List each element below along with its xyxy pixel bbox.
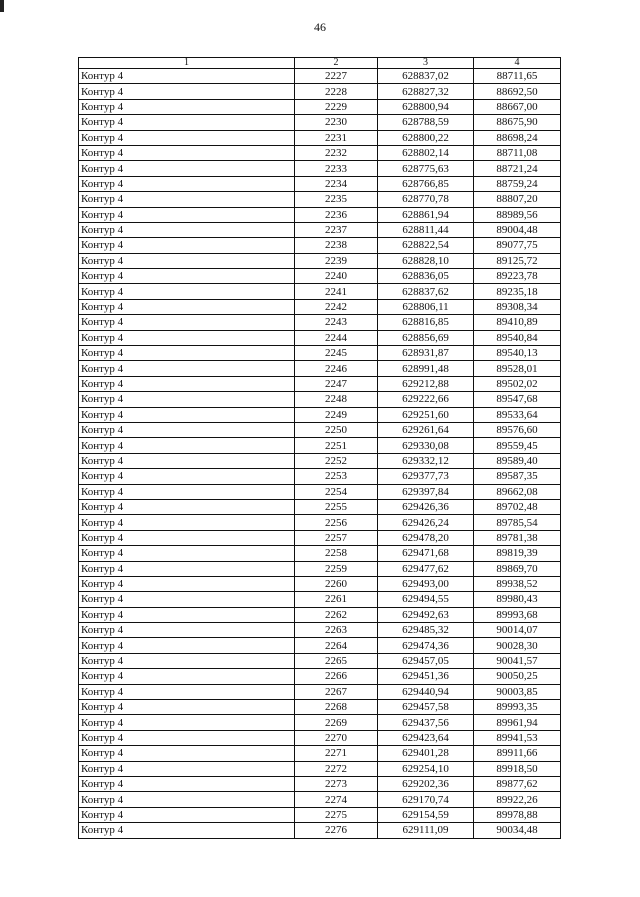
contour-name-cell: Контур 4 xyxy=(79,115,295,130)
contour-name-cell: Контур 4 xyxy=(79,192,295,207)
table-row xyxy=(79,299,561,314)
y-coordinate-cell: 89918,50 xyxy=(474,761,561,776)
table-row xyxy=(79,546,561,561)
contour-name-cell: Контур 4 xyxy=(79,422,295,437)
table-row xyxy=(79,499,561,514)
x-coordinate-cell: 628788,59 xyxy=(378,115,474,130)
point-number-cell: 2237 xyxy=(295,222,378,237)
table-row xyxy=(79,422,561,437)
x-coordinate-cell: 628775,63 xyxy=(378,161,474,176)
contour-name-cell: Контур 4 xyxy=(79,376,295,391)
contour-name-cell: Контур 4 xyxy=(79,515,295,530)
x-coordinate-cell: 628770,78 xyxy=(378,192,474,207)
x-coordinate-cell: 629471,68 xyxy=(378,546,474,561)
x-coordinate-cell: 629474,36 xyxy=(378,638,474,653)
y-coordinate-cell: 88667,00 xyxy=(474,99,561,114)
table-row xyxy=(79,469,561,484)
point-number-cell: 2250 xyxy=(295,422,378,437)
table-row xyxy=(79,776,561,791)
table-row xyxy=(79,792,561,807)
x-coordinate-cell: 629457,05 xyxy=(378,653,474,668)
y-coordinate-cell: 89589,40 xyxy=(474,453,561,468)
x-coordinate-cell: 629254,10 xyxy=(378,761,474,776)
table-row xyxy=(79,669,561,684)
point-number-cell: 2263 xyxy=(295,623,378,638)
contour-name-cell: Контур 4 xyxy=(79,530,295,545)
point-number-cell: 2271 xyxy=(295,746,378,761)
x-coordinate-cell: 629377,73 xyxy=(378,469,474,484)
point-number-cell: 2246 xyxy=(295,361,378,376)
x-coordinate-cell: 628828,10 xyxy=(378,253,474,268)
table-row xyxy=(79,115,561,130)
y-coordinate-cell: 89528,01 xyxy=(474,361,561,376)
contour-name-cell: Контур 4 xyxy=(79,238,295,253)
x-coordinate-cell: 629332,12 xyxy=(378,453,474,468)
contour-name-cell: Контур 4 xyxy=(79,176,295,191)
column-header-4: 4 xyxy=(474,58,561,69)
point-number-cell: 2256 xyxy=(295,515,378,530)
table-row xyxy=(79,315,561,330)
point-number-cell: 2251 xyxy=(295,438,378,453)
table-row xyxy=(79,453,561,468)
table-row xyxy=(79,330,561,345)
x-coordinate-cell: 628856,69 xyxy=(378,330,474,345)
table-row xyxy=(79,207,561,222)
y-coordinate-cell: 89961,94 xyxy=(474,715,561,730)
table-row xyxy=(79,438,561,453)
point-number-cell: 2230 xyxy=(295,115,378,130)
contour-name-cell: Контур 4 xyxy=(79,269,295,284)
table-row xyxy=(79,238,561,253)
point-number-cell: 2268 xyxy=(295,700,378,715)
table-row xyxy=(79,161,561,176)
y-coordinate-cell: 89662,08 xyxy=(474,484,561,499)
x-coordinate-cell: 628800,22 xyxy=(378,130,474,145)
point-number-cell: 2249 xyxy=(295,407,378,422)
y-coordinate-cell: 89077,75 xyxy=(474,238,561,253)
point-number-cell: 2266 xyxy=(295,669,378,684)
table-row xyxy=(79,592,561,607)
table-row xyxy=(79,823,561,838)
contour-name-cell: Контур 4 xyxy=(79,638,295,653)
y-coordinate-cell: 89576,60 xyxy=(474,422,561,437)
table-row xyxy=(79,407,561,422)
table-row xyxy=(79,761,561,776)
y-coordinate-cell: 89922,26 xyxy=(474,792,561,807)
x-coordinate-cell: 628836,05 xyxy=(378,269,474,284)
y-coordinate-cell: 89993,35 xyxy=(474,700,561,715)
x-coordinate-cell: 629426,24 xyxy=(378,515,474,530)
table-row xyxy=(79,361,561,376)
point-number-cell: 2257 xyxy=(295,530,378,545)
point-number-cell: 2267 xyxy=(295,684,378,699)
y-coordinate-cell: 89819,39 xyxy=(474,546,561,561)
table-row xyxy=(79,684,561,699)
y-coordinate-cell: 89938,52 xyxy=(474,576,561,591)
table-row xyxy=(79,715,561,730)
table-row xyxy=(79,653,561,668)
x-coordinate-cell: 628806,11 xyxy=(378,299,474,314)
y-coordinate-cell: 88698,24 xyxy=(474,130,561,145)
contour-name-cell: Контур 4 xyxy=(79,607,295,622)
table-row xyxy=(79,561,561,576)
contour-name-cell: Контур 4 xyxy=(79,84,295,99)
contour-name-cell: Контур 4 xyxy=(79,284,295,299)
y-coordinate-cell: 89223,78 xyxy=(474,269,561,284)
point-number-cell: 2255 xyxy=(295,499,378,514)
y-coordinate-cell: 88692,50 xyxy=(474,84,561,99)
point-number-cell: 2258 xyxy=(295,546,378,561)
contour-name-cell: Контур 4 xyxy=(79,469,295,484)
x-coordinate-cell: 628991,48 xyxy=(378,361,474,376)
y-coordinate-cell: 89978,88 xyxy=(474,807,561,822)
contour-name-cell: Контур 4 xyxy=(79,438,295,453)
contour-name-cell: Контур 4 xyxy=(79,407,295,422)
contour-name-cell: Контур 4 xyxy=(79,730,295,745)
y-coordinate-cell: 89410,89 xyxy=(474,315,561,330)
column-header-3: 3 xyxy=(378,58,474,69)
table-row xyxy=(79,130,561,145)
point-number-cell: 2228 xyxy=(295,84,378,99)
contour-name-cell: Контур 4 xyxy=(79,299,295,314)
x-coordinate-cell: 629426,36 xyxy=(378,499,474,514)
y-coordinate-cell: 89125,72 xyxy=(474,253,561,268)
contour-name-cell: Контур 4 xyxy=(79,807,295,822)
x-coordinate-cell: 628802,14 xyxy=(378,145,474,160)
contour-name-cell: Контур 4 xyxy=(79,392,295,407)
point-number-cell: 2241 xyxy=(295,284,378,299)
x-coordinate-cell: 629170,74 xyxy=(378,792,474,807)
point-number-cell: 2239 xyxy=(295,253,378,268)
column-header-2: 2 xyxy=(295,58,378,69)
point-number-cell: 2235 xyxy=(295,192,378,207)
y-coordinate-cell: 89993,68 xyxy=(474,607,561,622)
y-coordinate-cell: 89587,35 xyxy=(474,469,561,484)
contour-name-cell: Контур 4 xyxy=(79,99,295,114)
scan-corner-mark xyxy=(0,0,4,12)
contour-name-cell: Контур 4 xyxy=(79,315,295,330)
x-coordinate-cell: 629478,20 xyxy=(378,530,474,545)
contour-name-cell: Контур 4 xyxy=(79,145,295,160)
contour-name-cell: Контур 4 xyxy=(79,792,295,807)
table-row xyxy=(79,515,561,530)
contour-name-cell: Контур 4 xyxy=(79,499,295,514)
x-coordinate-cell: 629457,58 xyxy=(378,700,474,715)
x-coordinate-cell: 629202,36 xyxy=(378,776,474,791)
point-number-cell: 2240 xyxy=(295,269,378,284)
table-row xyxy=(79,638,561,653)
table-row xyxy=(79,222,561,237)
x-coordinate-cell: 628816,85 xyxy=(378,315,474,330)
x-coordinate-cell: 629111,09 xyxy=(378,823,474,838)
point-number-cell: 2264 xyxy=(295,638,378,653)
table-row xyxy=(79,576,561,591)
table-body xyxy=(79,69,561,839)
point-number-cell: 2236 xyxy=(295,207,378,222)
y-coordinate-cell: 89540,13 xyxy=(474,346,561,361)
x-coordinate-cell: 629401,28 xyxy=(378,746,474,761)
point-number-cell: 2245 xyxy=(295,346,378,361)
table-row xyxy=(79,284,561,299)
table-row xyxy=(79,807,561,822)
point-number-cell: 2269 xyxy=(295,715,378,730)
y-coordinate-cell: 89540,84 xyxy=(474,330,561,345)
table-row xyxy=(79,145,561,160)
contour-name-cell: Контур 4 xyxy=(79,361,295,376)
contour-name-cell: Контур 4 xyxy=(79,700,295,715)
contour-name-cell: Контур 4 xyxy=(79,823,295,838)
x-coordinate-cell: 629222,66 xyxy=(378,392,474,407)
x-coordinate-cell: 629423,64 xyxy=(378,730,474,745)
y-coordinate-cell: 89941,53 xyxy=(474,730,561,745)
point-number-cell: 2231 xyxy=(295,130,378,145)
x-coordinate-cell: 629492,63 xyxy=(378,607,474,622)
contour-name-cell: Контур 4 xyxy=(79,623,295,638)
contour-name-cell: Контур 4 xyxy=(79,576,295,591)
table-row xyxy=(79,746,561,761)
page-number: 46 xyxy=(314,20,326,34)
contour-name-cell: Контур 4 xyxy=(79,207,295,222)
x-coordinate-cell: 629154,59 xyxy=(378,807,474,822)
table-row xyxy=(79,346,561,361)
y-coordinate-cell: 89547,68 xyxy=(474,392,561,407)
contour-name-cell: Контур 4 xyxy=(79,669,295,684)
contour-name-cell: Контур 4 xyxy=(79,715,295,730)
x-coordinate-cell: 629251,60 xyxy=(378,407,474,422)
contour-name-cell: Контур 4 xyxy=(79,653,295,668)
x-coordinate-cell: 629330,08 xyxy=(378,438,474,453)
y-coordinate-cell: 90034,48 xyxy=(474,823,561,838)
table-row xyxy=(79,253,561,268)
y-coordinate-cell: 89781,38 xyxy=(474,530,561,545)
table-row xyxy=(79,176,561,191)
table-row xyxy=(79,84,561,99)
table-row xyxy=(79,607,561,622)
point-number-cell: 2229 xyxy=(295,99,378,114)
y-coordinate-cell: 88721,24 xyxy=(474,161,561,176)
point-number-cell: 2276 xyxy=(295,823,378,838)
x-coordinate-cell: 628827,32 xyxy=(378,84,474,99)
y-coordinate-cell: 88711,65 xyxy=(474,69,561,84)
y-coordinate-cell: 90041,57 xyxy=(474,653,561,668)
y-coordinate-cell: 89911,66 xyxy=(474,746,561,761)
y-coordinate-cell: 88989,56 xyxy=(474,207,561,222)
point-number-cell: 2244 xyxy=(295,330,378,345)
table-row xyxy=(79,269,561,284)
point-number-cell: 2259 xyxy=(295,561,378,576)
y-coordinate-cell: 88807,20 xyxy=(474,192,561,207)
contour-name-cell: Контур 4 xyxy=(79,253,295,268)
x-coordinate-cell: 628861,94 xyxy=(378,207,474,222)
coordinates-table xyxy=(78,57,561,839)
point-number-cell: 2253 xyxy=(295,469,378,484)
point-number-cell: 2248 xyxy=(295,392,378,407)
x-coordinate-cell: 629261,64 xyxy=(378,422,474,437)
point-number-cell: 2247 xyxy=(295,376,378,391)
point-number-cell: 2273 xyxy=(295,776,378,791)
contour-name-cell: Контур 4 xyxy=(79,684,295,699)
contour-name-cell: Контур 4 xyxy=(79,746,295,761)
point-number-cell: 2265 xyxy=(295,653,378,668)
point-number-cell: 2254 xyxy=(295,484,378,499)
point-number-cell: 2232 xyxy=(295,145,378,160)
y-coordinate-cell: 89877,62 xyxy=(474,776,561,791)
x-coordinate-cell: 629494,55 xyxy=(378,592,474,607)
x-coordinate-cell: 629477,62 xyxy=(378,561,474,576)
x-coordinate-cell: 628811,44 xyxy=(378,222,474,237)
point-number-cell: 2260 xyxy=(295,576,378,591)
contour-name-cell: Контур 4 xyxy=(79,592,295,607)
x-coordinate-cell: 628766,85 xyxy=(378,176,474,191)
point-number-cell: 2233 xyxy=(295,161,378,176)
y-coordinate-cell: 89235,18 xyxy=(474,284,561,299)
y-coordinate-cell: 90003,85 xyxy=(474,684,561,699)
y-coordinate-cell: 89502,02 xyxy=(474,376,561,391)
contour-name-cell: Контур 4 xyxy=(79,484,295,499)
table-row xyxy=(79,392,561,407)
y-coordinate-cell: 89869,70 xyxy=(474,561,561,576)
point-number-cell: 2234 xyxy=(295,176,378,191)
y-coordinate-cell: 89559,45 xyxy=(474,438,561,453)
y-coordinate-cell: 89702,48 xyxy=(474,499,561,514)
table-row xyxy=(79,192,561,207)
point-number-cell: 2274 xyxy=(295,792,378,807)
y-coordinate-cell: 88759,24 xyxy=(474,176,561,191)
contour-name-cell: Контур 4 xyxy=(79,761,295,776)
y-coordinate-cell: 89308,34 xyxy=(474,299,561,314)
point-number-cell: 2270 xyxy=(295,730,378,745)
table-row xyxy=(79,530,561,545)
contour-name-cell: Контур 4 xyxy=(79,776,295,791)
y-coordinate-cell: 90028,30 xyxy=(474,638,561,653)
point-number-cell: 2261 xyxy=(295,592,378,607)
point-number-cell: 2272 xyxy=(295,761,378,776)
contour-name-cell: Контур 4 xyxy=(79,161,295,176)
x-coordinate-cell: 629451,36 xyxy=(378,669,474,684)
table-row xyxy=(79,484,561,499)
y-coordinate-cell: 90014,07 xyxy=(474,623,561,638)
point-number-cell: 2238 xyxy=(295,238,378,253)
y-coordinate-cell: 89533,64 xyxy=(474,407,561,422)
table-row xyxy=(79,623,561,638)
table-row xyxy=(79,376,561,391)
column-header-1: 1 xyxy=(79,58,295,69)
contour-name-cell: Контур 4 xyxy=(79,330,295,345)
x-coordinate-cell: 628822,54 xyxy=(378,238,474,253)
x-coordinate-cell: 629212,88 xyxy=(378,376,474,391)
point-number-cell: 2242 xyxy=(295,299,378,314)
x-coordinate-cell: 629485,32 xyxy=(378,623,474,638)
x-coordinate-cell: 628837,62 xyxy=(378,284,474,299)
y-coordinate-cell: 90050,25 xyxy=(474,669,561,684)
x-coordinate-cell: 628837,02 xyxy=(378,69,474,84)
table-row xyxy=(79,69,561,84)
table-row xyxy=(79,730,561,745)
x-coordinate-cell: 629397,84 xyxy=(378,484,474,499)
contour-name-cell: Контур 4 xyxy=(79,346,295,361)
point-number-cell: 2262 xyxy=(295,607,378,622)
point-number-cell: 2227 xyxy=(295,69,378,84)
x-coordinate-cell: 629437,56 xyxy=(378,715,474,730)
y-coordinate-cell: 88675,90 xyxy=(474,115,561,130)
point-number-cell: 2252 xyxy=(295,453,378,468)
x-coordinate-cell: 629493,00 xyxy=(378,576,474,591)
x-coordinate-cell: 628931,87 xyxy=(378,346,474,361)
y-coordinate-cell: 89980,43 xyxy=(474,592,561,607)
contour-name-cell: Контур 4 xyxy=(79,453,295,468)
contour-name-cell: Контур 4 xyxy=(79,130,295,145)
table-row xyxy=(79,700,561,715)
point-number-cell: 2275 xyxy=(295,807,378,822)
contour-name-cell: Контур 4 xyxy=(79,561,295,576)
x-coordinate-cell: 629440,94 xyxy=(378,684,474,699)
table-header-row xyxy=(79,58,561,69)
x-coordinate-cell: 628800,94 xyxy=(378,99,474,114)
contour-name-cell: Контур 4 xyxy=(79,546,295,561)
contour-name-cell: Контур 4 xyxy=(79,222,295,237)
point-number-cell: 2243 xyxy=(295,315,378,330)
y-coordinate-cell: 89004,48 xyxy=(474,222,561,237)
y-coordinate-cell: 88711,08 xyxy=(474,145,561,160)
contour-name-cell: Контур 4 xyxy=(79,69,295,84)
y-coordinate-cell: 89785,54 xyxy=(474,515,561,530)
table-row xyxy=(79,99,561,114)
